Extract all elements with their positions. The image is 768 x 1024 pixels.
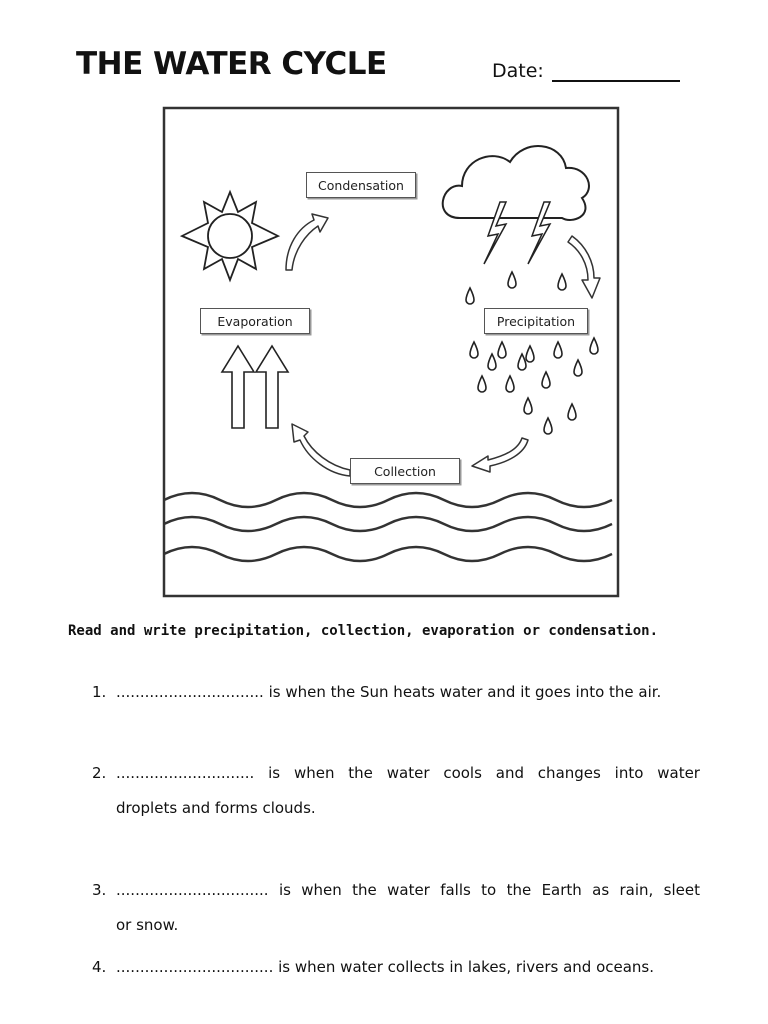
curved-arrow-icon	[286, 214, 328, 270]
precipitation-label: Precipitation	[484, 308, 588, 334]
raindrop-icon	[470, 342, 478, 358]
question-number: 3.	[92, 881, 107, 899]
question-number: 1.	[92, 683, 107, 701]
raindrop-icon	[478, 376, 486, 392]
raindrop-icon	[518, 354, 526, 370]
water-cycle-diagram	[162, 106, 620, 598]
raindrop-icon	[558, 274, 566, 290]
question-1	[92, 675, 700, 710]
question-text: is when the Sun heats water and it goes into the air.	[268, 683, 662, 701]
question-text: is when the water falls to the Earth as rain, sleet	[278, 881, 700, 899]
answer-blank: .................................	[116, 958, 274, 976]
raindrop-icon	[590, 338, 598, 354]
date-label: Date:	[492, 60, 544, 82]
raindrop-icon	[524, 398, 532, 414]
answer-blank: .............................	[116, 764, 255, 782]
question-text: is when water collects in lakes, rivers and oceans.	[278, 958, 655, 976]
curved-arrow-icon	[292, 424, 350, 476]
raindrop-icon	[466, 288, 474, 304]
up-arrow-icon	[222, 346, 254, 428]
curved-arrow-icon	[472, 438, 528, 472]
raindrop-icon	[544, 418, 552, 434]
raindrop-icon	[508, 272, 516, 288]
raindrop-icon	[498, 342, 506, 358]
question-2	[92, 756, 700, 826]
wave-line	[164, 517, 612, 531]
raindrops	[466, 272, 598, 434]
question-number: 4.	[92, 958, 107, 976]
raindrop-icon	[506, 376, 514, 392]
raindrop-icon	[488, 354, 496, 370]
question-4	[92, 950, 700, 985]
raindrop-icon	[554, 342, 562, 358]
up-arrow-icon	[256, 346, 288, 428]
date-blank-line	[552, 80, 680, 82]
answer-blank: ...............................	[116, 683, 264, 701]
raindrop-icon	[542, 372, 550, 388]
raindrop-icon	[574, 360, 582, 376]
collection-label: Collection	[350, 458, 460, 484]
cloud-icon	[443, 146, 589, 220]
wave-line	[164, 547, 612, 561]
curved-arrow-icon	[568, 236, 600, 298]
condensation-label: Condensation	[306, 172, 416, 198]
question-text: is when the water cools and changes into water	[268, 764, 700, 782]
worksheet-title: THE WATER CYCLE	[76, 46, 387, 82]
evaporation-label: Evaporation	[200, 308, 310, 334]
question-text-continued: or snow.	[116, 916, 179, 934]
question-3	[92, 873, 700, 943]
wave-line	[164, 493, 612, 507]
question-number: 2.	[92, 764, 107, 782]
raindrop-icon	[568, 404, 576, 420]
water-waves	[164, 493, 612, 561]
answer-blank: ................................	[116, 881, 269, 899]
instruction-text: Read and write precipitation, collection, evaporation or condensation.	[68, 623, 659, 639]
raindrop-icon	[526, 346, 534, 362]
sun-icon	[182, 192, 278, 280]
question-text-continued: droplets and forms clouds.	[116, 799, 316, 817]
